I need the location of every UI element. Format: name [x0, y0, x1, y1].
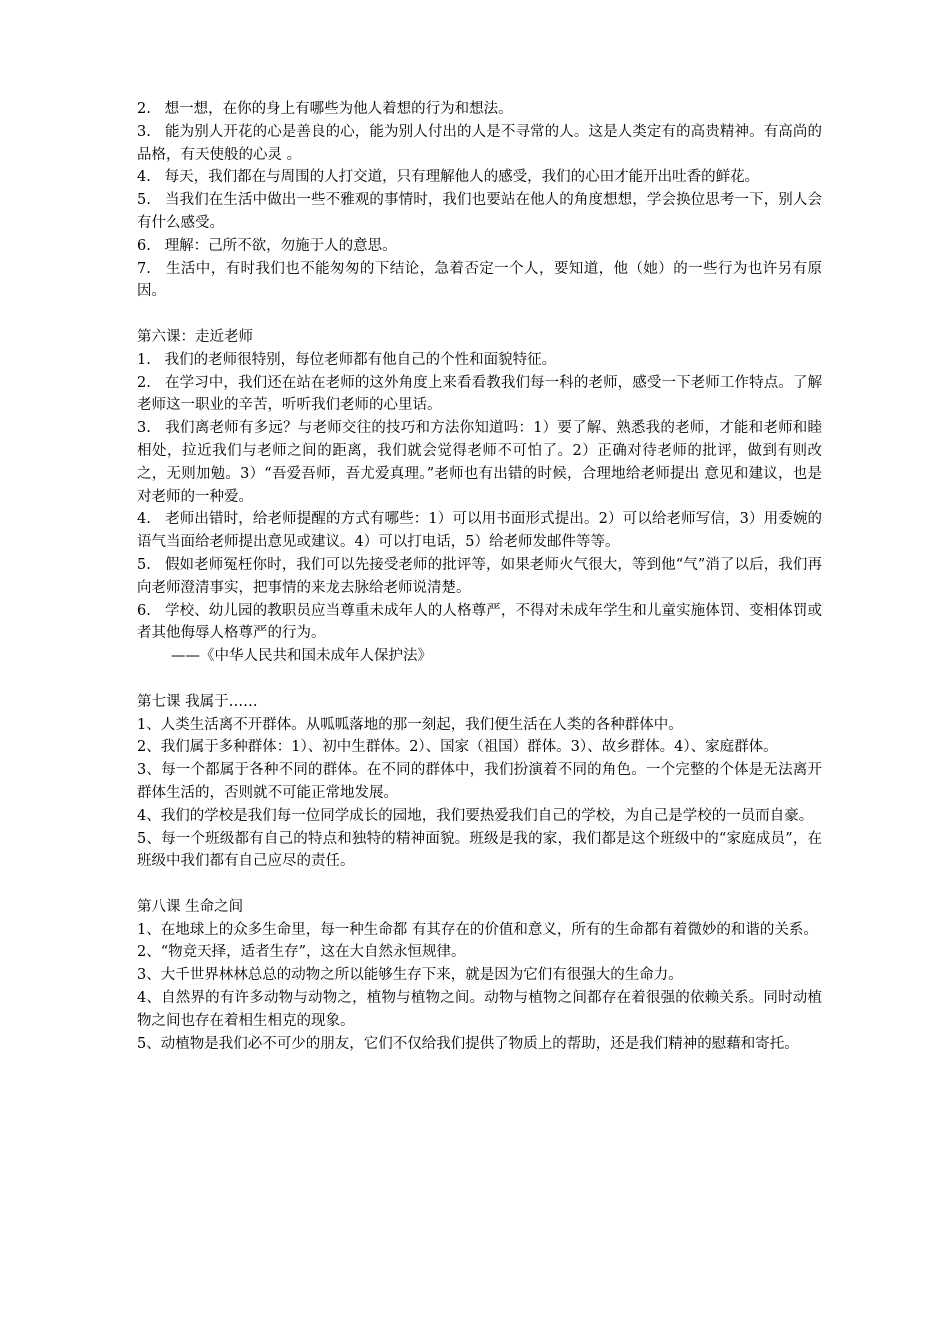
item-text: 学校、幼儿园的教职员应当尊重未成年人的人格尊严，不得对未成年学生和儿童实施体罚、变相体罚或者其他侮辱人格尊严的行为。 — [137, 602, 823, 642]
item-number: 2、 — [137, 944, 161, 961]
item-text: 理解：己所不欲，勿施于人的意思。 — [164, 237, 397, 254]
list-item — [137, 759, 822, 805]
item-text: 能为别人开花的心是善良的心，能为别人付出的人是不寻常的人。这是人类定有的高贵精神。有高尚的品格，有天使般的心灵 。 — [137, 123, 823, 163]
item-text: 我们的学校是我们每一位同学成长的园地，我们要热爱我们自己的学校，为自己是学校的一员而自豪。 — [160, 807, 814, 824]
list-item — [137, 1033, 822, 1056]
list-item — [137, 554, 822, 600]
item-number: 5. — [137, 556, 151, 573]
item-number: 1、 — [137, 921, 161, 938]
list-item — [137, 189, 822, 235]
section-continuation — [137, 98, 822, 303]
item-text: 动植物是我们必不可少的朋友，它们不仅给我们提供了物质上的帮助，还是我们精神的慰藉和寄托。 — [160, 1035, 799, 1052]
list-item — [137, 98, 822, 121]
item-number: 5. — [137, 192, 151, 209]
item-text: 每天，我们都在与周围的人打交道，只有理解他人的感受，我们的心田才能开出吐香的鲜花。 — [164, 169, 760, 186]
item-text: 假如老师冤枉你时，我们可以先接受老师的批评等，如果老师火气很大，等到他“气”消了以后，我们再向老师澄清事实，把事情的来龙去脉给老师说清楚。 — [137, 556, 822, 596]
section-lesson-7 — [137, 691, 822, 873]
item-number: 2、 — [137, 739, 161, 756]
item-text: 每一个都属于各种不同的群体。在不同的群体中，我们扮演着不同的角色。一个完整的个体是无法离开群体生活的，否则就不可能正常地发展。 — [137, 762, 822, 801]
item-text: 我们离老师有多远？与老师交往的技巧和方法你知道吗：1）要了解、熟悉我的老师，才能和老师和睦相处，拉近我们与老师之间的距离，我们就会觉得老师不可怕了。2）正确对待老师的批评，做到有则改之，无则加勉。3）“吾爱吾师，吾尤爱真理。”老师也有出错的时候，合理地给老师提出 意见和建议，也是对老师的一种爱。 — [137, 420, 822, 505]
item-number: 5、 — [137, 830, 162, 847]
item-number: 3. — [137, 123, 151, 140]
item-number: 1. — [137, 351, 151, 368]
list-item — [137, 508, 822, 554]
list-item — [137, 417, 822, 508]
item-number: 3. — [137, 420, 151, 437]
item-number: 3、 — [137, 967, 161, 984]
law-citation: ——《中华人民共和国未成年人保护法》 — [171, 648, 432, 665]
item-text: 每一个班级都有自己的特点和独特的精神面貌。班级是我的家，我们都是这个班级中的“家庭成员”，在班级中我们都有自己应尽的责任。 — [137, 830, 822, 870]
list-item — [137, 258, 822, 304]
item-text: 在地球上的众多生命里，每一种生命都 有其存在的价值和意义，所有的生命都有着微妙的和谐的关系。 — [160, 921, 818, 938]
item-text: 人类生活离不开群体。从呱呱落地的那一刻起，我们便生活在人类的各种群体中。 — [160, 716, 683, 733]
item-text: 大千世界林林总总的动物之所以能够生存下来，就是因为它们有很强大的生命力。 — [160, 967, 683, 984]
list-item — [137, 964, 822, 987]
item-number: 6. — [137, 602, 151, 619]
list-item — [137, 987, 822, 1033]
item-text: 老师出错时，给老师提醒的方式有哪些：1）可以用书面形式提出。2）可以给老师写信，3）用委婉的语气当面给老师提出意见或建议。4）可以打电话，5）给老师发邮件等等。 — [137, 511, 822, 551]
item-text: 在学习中，我们还在站在老师的这外角度上来看看教我们每一科的老师，感受一下老师工作特点。了解老师这一职业的辛苦，听听我们老师的心里话。 — [137, 374, 823, 414]
list-item — [137, 714, 822, 737]
list-item — [137, 941, 822, 964]
item-text: 我们的老师很特别，每位老师都有他自己的个性和面貌特征。 — [164, 351, 557, 368]
item-number: 2. — [137, 374, 151, 391]
item-text: “物竞天择，适者生存”，这在大自然永恒规律。 — [160, 944, 466, 961]
item-number: 4. — [137, 511, 151, 528]
item-number: 1、 — [137, 716, 161, 733]
item-text: 想一想，在你的身上有哪些为他人着想的行为和想法。 — [164, 101, 513, 117]
list-item — [137, 805, 822, 828]
item-number: 4. — [137, 169, 151, 186]
list-item — [137, 919, 822, 942]
list-item — [137, 372, 822, 418]
item-text: 自然界的有许多动物与动物之，植物与植物之间。动物与植物之间都存在着很强的依赖关系。同时动植物之间也存在着相生相克的现象。 — [137, 990, 822, 1029]
list-item — [137, 600, 822, 646]
item-number: 6. — [137, 237, 151, 254]
section-title: 第六课：走近老师 — [137, 328, 253, 345]
list-item — [137, 166, 822, 189]
item-number: 4、 — [137, 990, 162, 1007]
list-item — [137, 235, 822, 258]
section-title: 第七课 我属于…… — [137, 693, 258, 710]
item-number: 4、 — [137, 807, 161, 824]
item-text: 生活中，有时我们也不能匆匆的下结论，急着否定一个人，要知道，他（她）的一些行为也许另有原因。 — [137, 260, 823, 300]
section-lesson-8 — [137, 896, 822, 1056]
section-title: 第八课 生命之间 — [137, 898, 244, 915]
list-item — [137, 121, 822, 167]
list-item — [137, 349, 822, 372]
item-text: 我们属于多种群体：1）、初中生群体。2）、国家（祖国）群体。3）、故乡群体。4）、家庭群体。 — [160, 739, 778, 756]
item-number: 7. — [137, 260, 151, 277]
list-item — [137, 828, 822, 874]
section-lesson-6 — [137, 326, 822, 668]
item-number: 2. — [137, 101, 151, 117]
item-number: 5、 — [137, 1035, 161, 1052]
item-text: 当我们在生活中做出一些不雅观的事情时，我们也要站在他人的角度想想，学会换位思考一下，别人会有什么感受。 — [137, 192, 823, 231]
item-number: 3、 — [137, 762, 162, 779]
list-item — [137, 736, 822, 759]
